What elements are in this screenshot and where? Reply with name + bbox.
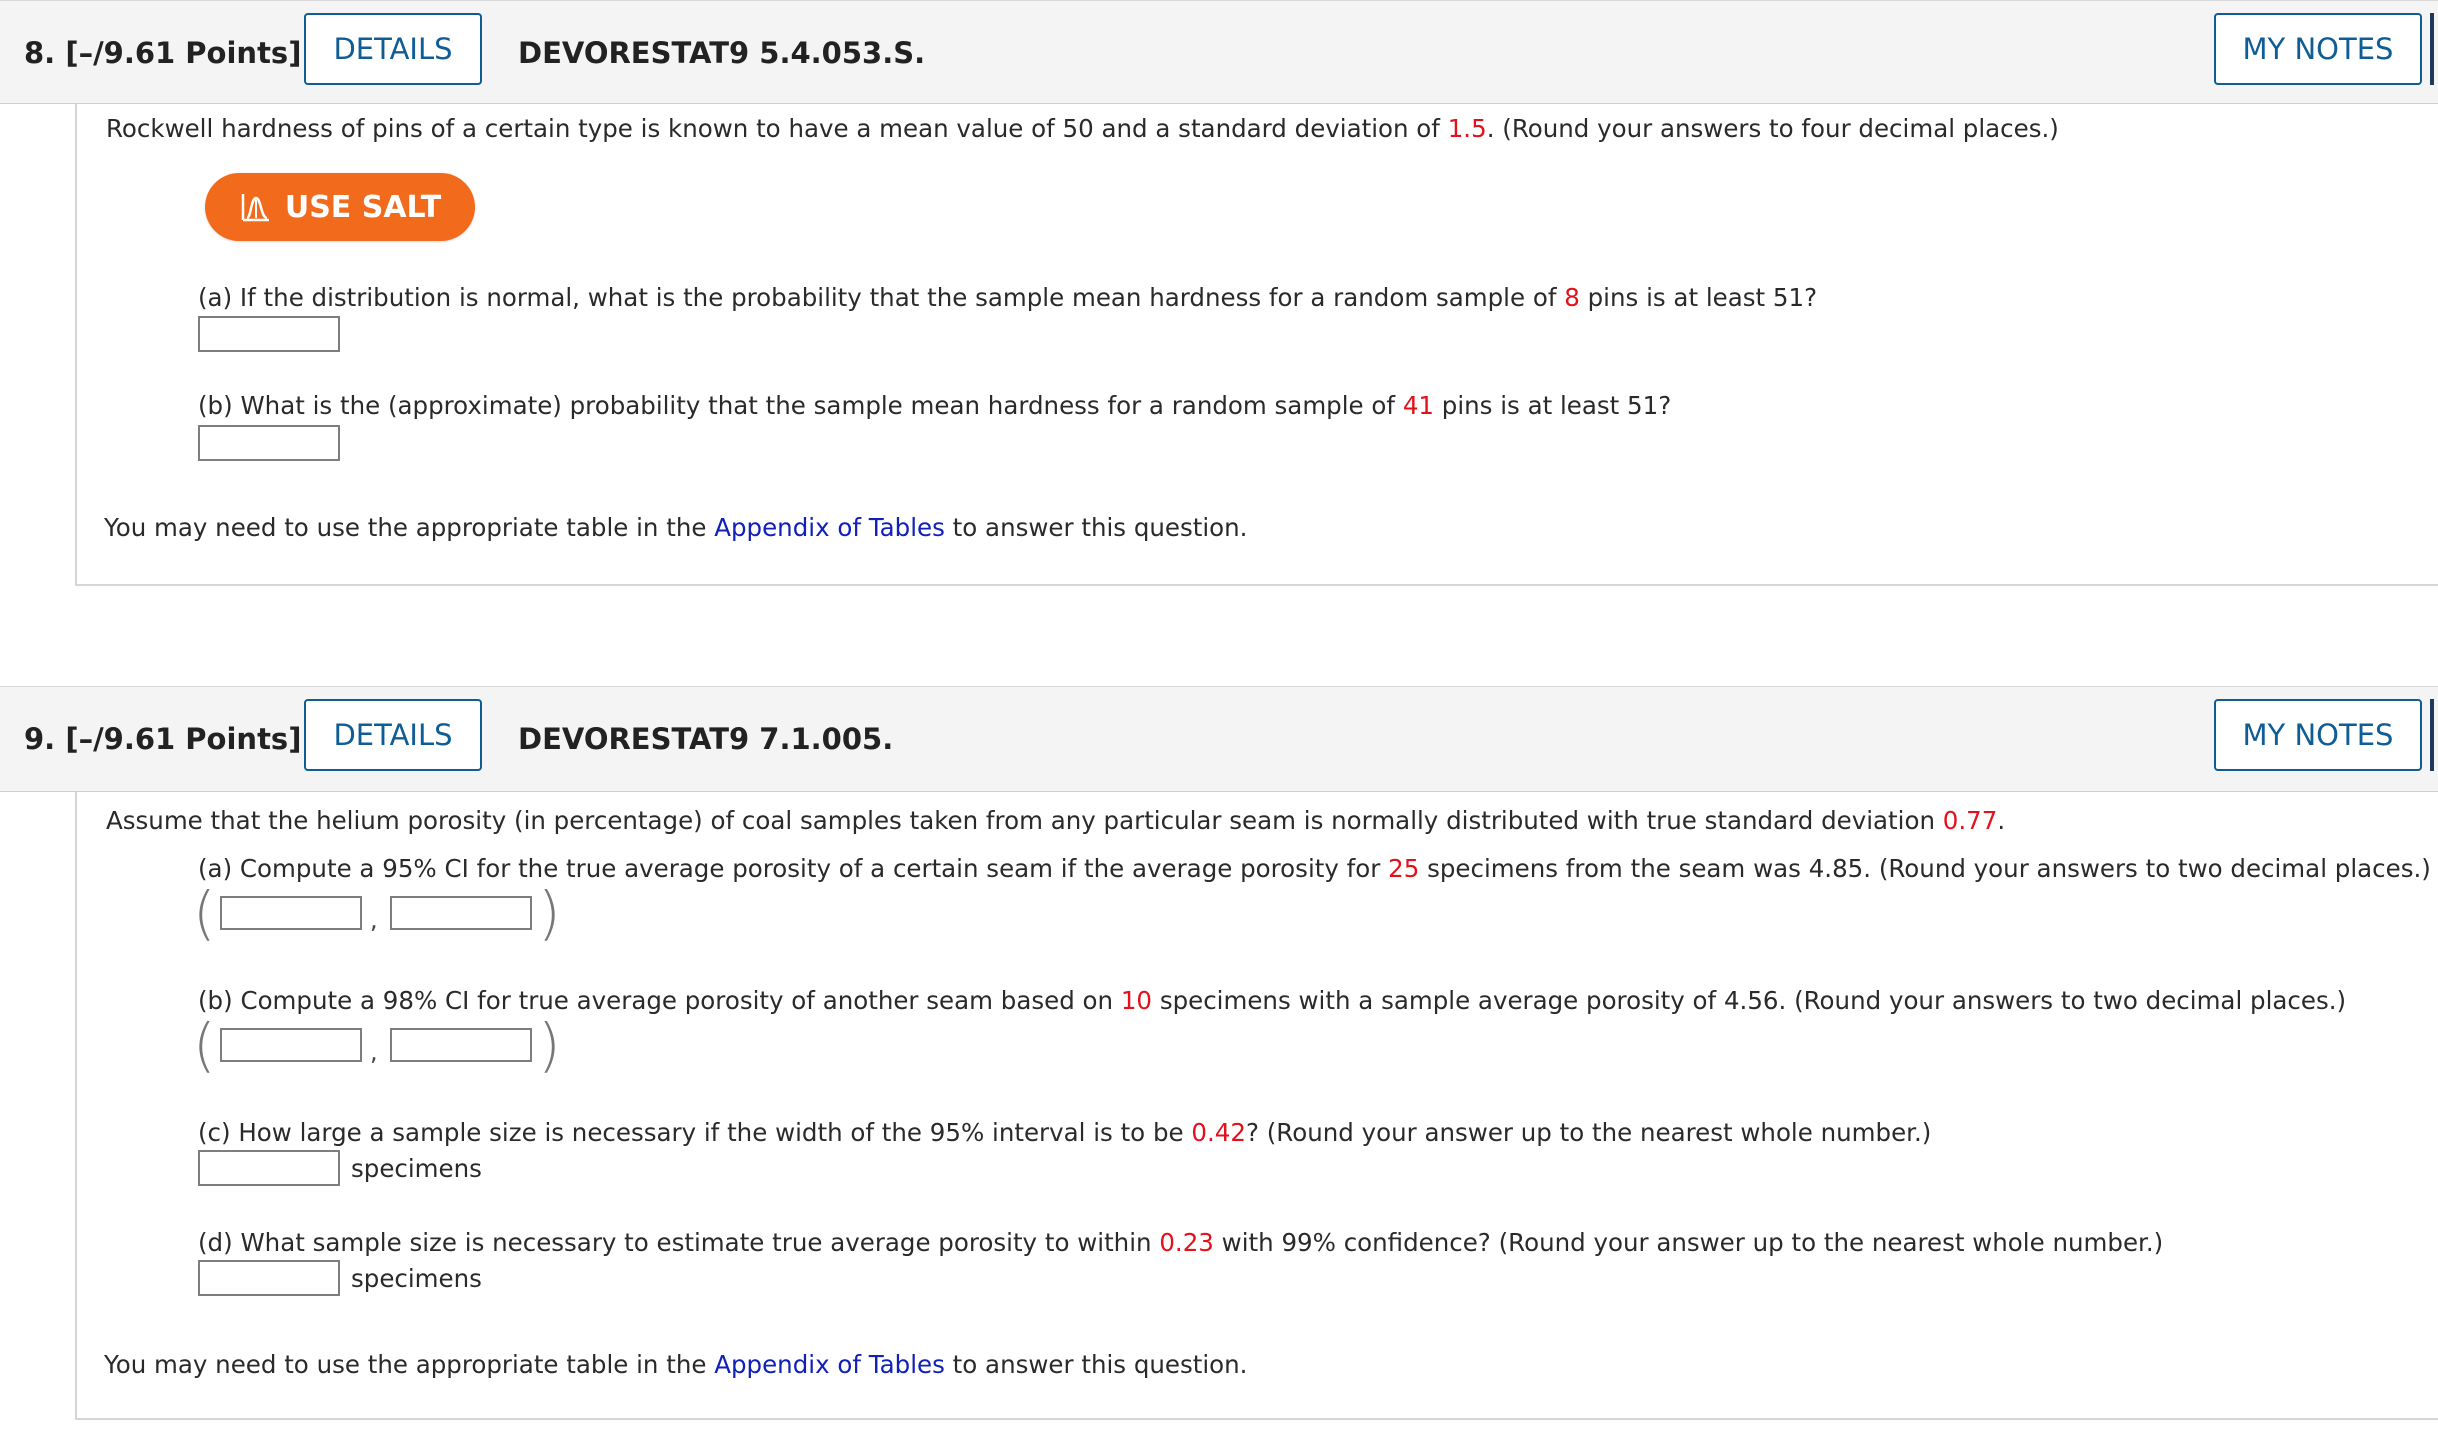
q9-part-b-open-paren: ( [193,1011,216,1079]
q8-part-a-n: 8 [1564,283,1580,312]
salt-icon [239,190,273,224]
q9-part-b-question: (b) Compute a 98% CI for true average porosity of another seam based on 10 specimens with a sample average porosity of 4.56. (Round your answers to two decimal places.) [198,986,2347,1015]
q9-header-edge [2430,699,2434,771]
q9-part-c-unit: specimens [351,1154,482,1183]
q8-part-b-question: (b) What is the (approximate) probability that the sample mean hardness for a random sample of 41 pins is at least 51? [198,391,1672,420]
q9-part-b-lower-input[interactable] [220,1028,362,1062]
q8-part-b-n: 41 [1402,391,1434,420]
q9-part-b-n: 10 [1120,986,1153,1015]
q8-sd-value: 1.5 [1447,114,1487,143]
q8-footer: You may need to use the appropriate table in the Appendix of Tables to answer this question. [104,513,1248,542]
q9-part-a-close-paren: ) [538,879,561,947]
q9-points: [–/9.61 Points] [65,722,302,756]
q9-header [0,686,2438,792]
q9-problem-code: DEVORESTAT9 7.1.005. [518,722,894,756]
q9-appendix-link[interactable]: Appendix of Tables [714,1350,945,1379]
q9-part-d-question: (d) What sample size is necessary to estimate true average porosity to within 0.23 with 99% confidence? (Round your answer up to the nearest whole number.) [198,1228,2164,1257]
q9-part-b-close-paren: ) [538,1011,561,1079]
use-salt-button[interactable] [205,173,475,241]
q9-part-a-comma: , [370,906,378,934]
q9-footer: You may need to use the appropriate table in the Appendix of Tables to answer this question. [104,1350,1248,1379]
q9-part-a-lower-input[interactable] [220,896,362,930]
q8-part-b-answer-input[interactable] [198,425,340,461]
q9-part-a-question: (a) Compute a 95% CI for the true average porosity of a certain seam if the average porosity for 25 specimens from the seam was 4.85. (Round your answers to two decimal places.) [198,854,2431,883]
q8-points: [–/9.61 Points] [65,36,302,70]
q9-my-notes-button[interactable]: MY NOTES [2214,699,2422,771]
q9-part-d-unit: specimens [351,1264,482,1293]
q9-body [75,792,2438,1420]
q8-part-a-answer-input[interactable] [198,316,340,352]
q9-part-b-comma: , [370,1038,378,1066]
q9-details-button[interactable]: DETAILS [304,699,482,771]
q8-problem-code: DEVORESTAT9 5.4.053.S. [518,36,926,70]
q8-part-a-question: (a) If the distribution is normal, what is the probability that the sample mean hardness for a random sample of 8 pins is at least 51? [198,283,1818,312]
q8-number-points [24,1,301,105]
q9-part-c-width: 0.42 [1191,1118,1246,1147]
q9-part-a-n: 25 [1388,854,1420,883]
q9-number-points [24,687,301,791]
q9-part-d-bound: 0.23 [1159,1228,1214,1257]
q8-details-button[interactable]: DETAILS [304,13,482,85]
q9-number: 9. [24,722,56,756]
q9-sd-value: 0.77 [1942,806,1998,835]
q8-number: 8. [24,36,56,70]
q9-part-d-answer-input[interactable] [198,1260,340,1296]
q9-intro: Assume that the helium porosity (in percentage) of coal samples taken from any particular seam is normally distributed with true standard deviation 0.77. [106,806,2006,835]
q9-part-c-answer-input[interactable] [198,1150,340,1186]
salt-label: USE SALT [284,189,442,225]
q8-header [0,0,2438,104]
q8-appendix-link[interactable]: Appendix of Tables [714,513,945,542]
q8-intro: Rockwell hardness of pins of a certain type is known to have a mean value of 50 and a standard deviation of 1.5. (Round your answers to four decimal places.) [106,114,2059,143]
q8-my-notes-button[interactable]: MY NOTES [2214,13,2422,85]
q9-part-a-open-paren: ( [193,879,216,947]
q9-part-b-upper-input[interactable] [390,1028,532,1062]
q8-header-edge [2430,13,2434,85]
q9-part-c-question: (c) How large a sample size is necessary if the width of the 95% interval is to be 0.42? (Round your answer up to the nearest whole number.) [198,1118,1932,1147]
q9-part-a-upper-input[interactable] [390,896,532,930]
